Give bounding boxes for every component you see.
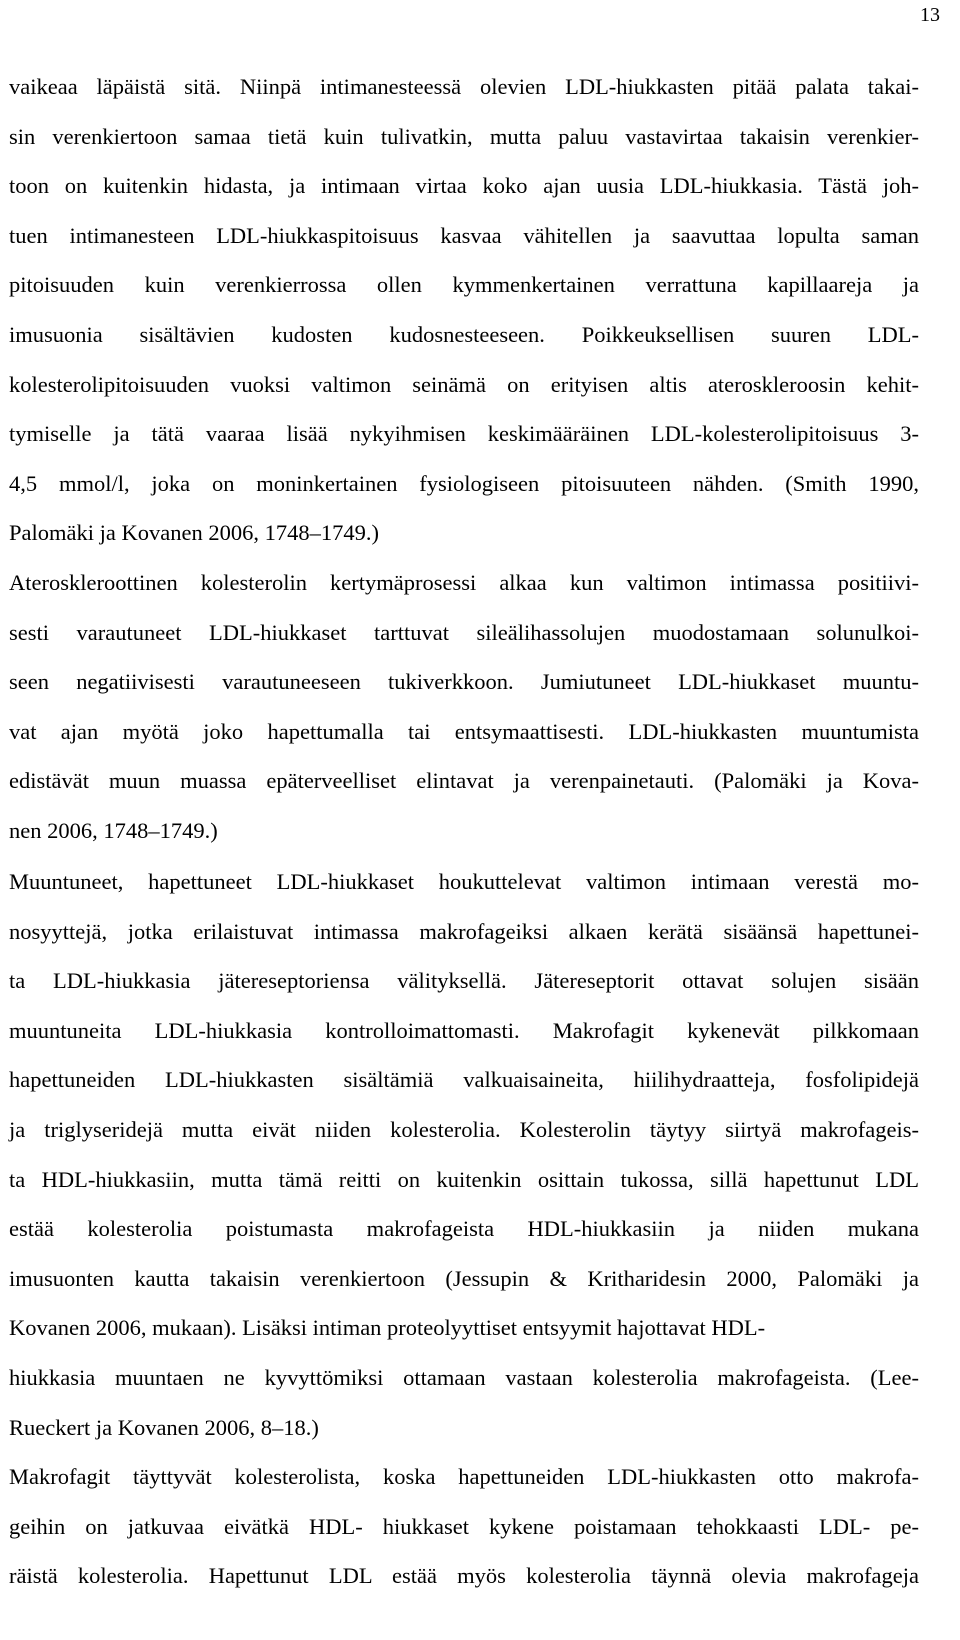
text-line: hiukkasia muuntaen ne kyvyttömiksi ottamaan vastaan kolesterolia makrofageista. (Lee- bbox=[9, 1365, 919, 1390]
text-line: ja triglyseridejä mutta eivät niiden kolesterolia. Kolesterolin täytyy siirtyä makrofageis- bbox=[9, 1117, 919, 1142]
text-line: ta HDL-hiukkasiin, mutta tämä reitti on kuitenkin osittain tukossa, sillä hapettunut LDL bbox=[9, 1166, 919, 1192]
text-line: nen 2006, 1748–1749.) bbox=[9, 818, 218, 843]
text-line: hapettuneiden LDL-hiukkasten sisältämiä valkuaisaineita, hiilihydraatteja, fosfolipidejä bbox=[9, 1067, 919, 1093]
text-line: tymiselle ja tätä vaaraa lisää nykyihmisen keskimääräinen LDL-kolesterolipitoisuus 3- bbox=[9, 421, 919, 447]
text-line: Kovanen 2006, mukaan). Lisäksi intiman proteolyyttiset entsyymit hajottavat HDL- bbox=[9, 1315, 766, 1341]
text-line: geihin on jatkuvaa eivätkä HDL- hiukkaset kykene poistamaan tehokkaasti LDL- pe- bbox=[9, 1513, 919, 1539]
text-line: seen negatiivisesti varautuneeseen tukiverkkoon. Jumiutuneet LDL-hiukkaset muuntu- bbox=[9, 669, 919, 695]
text-line: tuen intimanesteen LDL-hiukkaspitoisuus kasvaa vähitellen ja saavuttaa lopulta saman bbox=[9, 222, 919, 248]
text-line: imusuonia sisältävien kudosten kudosnesteeseen. Poikkeuksellisen suuren LDL- bbox=[9, 322, 919, 347]
text-line: estää kolesterolia poistumasta makrofageista HDL-hiukkasiin ja niiden mukana bbox=[9, 1216, 919, 1242]
text-line: toon on kuitenkin hidasta, ja intimaan virtaa koko ajan uusia LDL-hiukkasia. Tästä joh- bbox=[9, 173, 919, 199]
text-line: sin verenkiertoon samaa tietä kuin tulivatkin, mutta paluu vastavirtaa takaisin verenkier- bbox=[9, 123, 919, 149]
text-line: edistävät muun muassa epäterveelliset elintavat ja verenpainetauti. (Palomäki ja Kova- bbox=[9, 768, 919, 794]
page-number: 13 bbox=[920, 4, 940, 26]
text-line: Ateroskleroottinen kolesterolin kertymäprosessi alkaa kun valtimon intimassa positiivi- bbox=[9, 570, 919, 595]
text-line: imusuonten kautta takaisin verenkiertoon (Jessupin & Kritharidesin 2000, Palomäki ja bbox=[9, 1265, 919, 1291]
text-line: vaikeaa läpäistä sitä. Niinpä intimanesteessä olevien LDL-hiukkasten pitää palata takai- bbox=[9, 74, 919, 99]
text-line: pitoisuuden kuin verenkierrossa ollen kymmenkertainen verrattuna kapillaareja ja bbox=[9, 272, 919, 298]
text-line: Palomäki ja Kovanen 2006, 1748–1749.) bbox=[9, 520, 379, 546]
text-line: Muuntuneet, hapettuneet LDL-hiukkaset houkuttelevat valtimon intimaan verestä mo- bbox=[9, 869, 919, 894]
text-line: Makrofagit täyttyvät kolesterolista, koska hapettuneiden LDL-hiukkasten otto makrofa- bbox=[9, 1464, 919, 1489]
text-line: 4,5 mmol/l, joka on moninkertainen fysiologiseen pitoisuuteen nähden. (Smith 1990, bbox=[9, 470, 919, 496]
text-line: muuntuneita LDL-hiukkasia kontrolloimattomasti. Makrofagit kykenevät pilkkomaan bbox=[9, 1017, 919, 1043]
text-line: vat ajan myötä joko hapettumalla tai entsymaattisesti. LDL-hiukkasten muuntumista bbox=[9, 718, 919, 744]
text-line: nosyyttejä, jotka erilaistuvat intimassa makrofageiksi alkaen kerätä sisäänsä hapettunei- bbox=[9, 918, 919, 944]
text-line: räistä kolesterolia. Hapettunut LDL estää myös kolesterolia täynnä olevia makrofageja bbox=[9, 1563, 919, 1589]
text-line: Rueckert ja Kovanen 2006, 8–18.) bbox=[9, 1414, 319, 1440]
text-line: sesti varautuneet LDL-hiukkaset tarttuvat sileälihassolujen muodostamaan solunulkoi- bbox=[9, 619, 919, 645]
text-line: ta LDL-hiukkasia jätereseptoriensa välityksellä. Jätereseptorit ottavat solujen sisään bbox=[9, 968, 919, 994]
text-line: kolesterolipitoisuuden vuoksi valtimon seinämä on erityisen altis ateroskleroosin kehit- bbox=[9, 371, 919, 397]
